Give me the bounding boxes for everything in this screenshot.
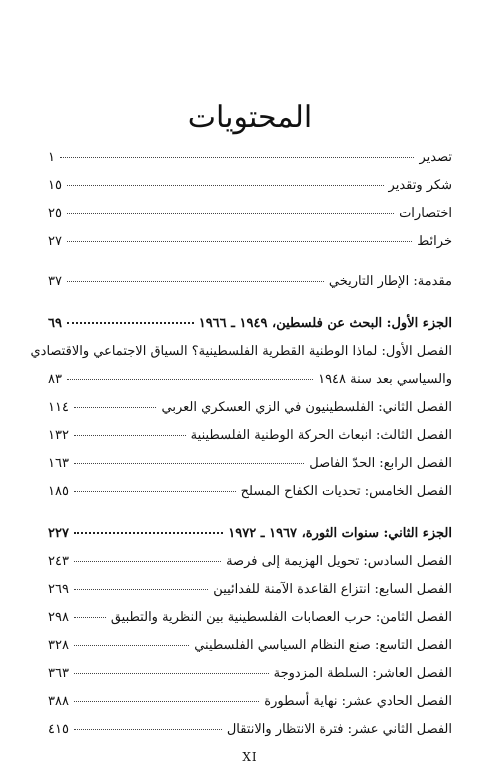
toc-chapter-10[interactable] [48,666,452,694]
dot-leader [67,185,384,186]
dot-leader [74,435,186,436]
toc-entry-label: الفصل الأول: لماذا الوطنية القطرية الفلسطينية؟ السياق الاجتماعي والاقتصادي [30,344,452,359]
toc-entry-page: ١٨٥ [48,484,69,499]
toc-entry-page: ٢٧ [48,234,62,249]
toc-entry-page: ٣٢٨ [48,638,69,653]
dot-leader [67,379,313,380]
dot-leader [67,281,324,282]
toc-chapter-2[interactable] [48,400,452,428]
toc-entry-page: ٣٦٣ [48,666,69,681]
toc-part-page: ٦٩ [48,316,62,331]
toc-entry-label: الفصل الثامن: حرب العصابات الفلسطينية بين النظرية والتطبيق [110,610,452,625]
page-number: XI [242,750,258,764]
toc-entry-label: الفصل الثالث: انبعاث الحركة الوطنية الفلسطينية [190,428,452,443]
dot-leader [74,729,222,730]
toc-entry-page: ٢٩٨ [48,610,69,625]
toc-entry-label: خرائط [417,234,452,249]
toc-chapter-5[interactable] [48,484,452,512]
toc-entry-label: الفصل الحادي عشر: نهاية أسطورة [264,694,452,709]
toc-entry-abbreviations[interactable] [48,206,452,234]
dot-leader [67,322,194,324]
toc-entry-acknowledgements[interactable] [48,178,452,206]
dot-leader [67,213,394,214]
toc-chapter-7[interactable] [48,582,452,610]
toc-part-label: الجزء الثاني: سنوات الثورة، ١٩٦٧ ـ ١٩٧٢ [228,526,452,541]
dot-leader [74,617,106,618]
toc-entry-label: الفصل السادس: تحويل الهزيمة إلى فرصة [226,554,452,569]
toc-entry-page: ٣٨٨ [48,694,69,709]
dot-leader [74,407,157,408]
spacer [48,302,452,316]
toc-entry-introduction[interactable] [48,274,452,302]
toc-entry-maps[interactable] [48,234,452,262]
dot-leader [74,561,221,562]
toc-entry-label: تصدير [419,150,452,165]
dot-leader [74,532,223,534]
toc-chapter-11[interactable] [48,694,452,722]
spacer [48,512,452,526]
dot-leader [74,491,236,492]
table-of-contents [30,150,452,750]
toc-entry-preface[interactable] [48,150,452,178]
toc-chapter-3[interactable] [48,428,452,456]
toc-entry-page: ٨٣ [48,372,62,387]
toc-entry-page: ١٣٢ [48,428,69,443]
dot-leader [60,157,415,158]
toc-entry-label: اختصارات [399,206,452,221]
toc-entry-page: ٢٦٩ [48,582,69,597]
toc-entry-page: ٤١٥ [48,722,69,737]
dot-leader [74,463,304,464]
page-title: المحتويات [187,100,313,135]
toc-entry-label-cont: والسياسي بعد سنة ١٩٤٨ [318,372,452,387]
toc-chapter-1-first-line[interactable] [30,344,452,372]
toc-chapter-6[interactable] [48,554,452,582]
toc-entry-label: الفصل التاسع: صنع النظام السياسي الفلسطيني [194,638,452,653]
toc-entry-page: ٢٥ [48,206,62,221]
toc-chapter-9[interactable] [48,638,452,666]
toc-chapter-4[interactable] [48,456,452,484]
toc-entry-page: ٣٧ [48,274,62,289]
dot-leader [74,645,189,646]
toc-part-page: ٢٢٧ [48,526,69,541]
spacer [48,262,452,274]
toc-entry-page: ١٥ [48,178,62,193]
toc-chapter-1[interactable] [48,372,452,400]
toc-entry-label: الفصل الثاني عشر: فترة الانتظار والانتقال [226,722,452,737]
toc-entry-label: الفصل الخامس: تحديات الكفاح المسلح [240,484,452,499]
toc-chapter-8[interactable] [48,610,452,638]
dot-leader [74,701,259,702]
toc-entry-label: الفصل الثاني: الفلسطينيون في الزي العسكري العربي [161,400,452,415]
toc-entry-page: ١١٤ [48,400,69,415]
toc-entry-label: الفصل العاشر: السلطة المزدوجة [273,666,452,681]
toc-entry-label: الفصل السابع: انتزاع القاعدة الآمنة للفدائيين [213,582,452,597]
toc-part-two[interactable] [48,526,452,554]
toc-part-one[interactable] [48,316,452,344]
toc-entry-page: ٢٤٣ [48,554,69,569]
dot-leader [74,673,269,674]
toc-entry-label: شكر وتقدير [388,178,452,193]
dot-leader [67,241,412,242]
toc-entry-label: مقدمة: الإطار التاريخي [328,274,452,289]
toc-chapter-12[interactable] [48,722,452,750]
toc-part-label: الجزء الأول: البحث عن فلسطين، ١٩٤٩ ـ ١٩٦٦ [198,316,452,331]
toc-entry-page: ١٦٣ [48,456,69,471]
toc-entry-page: ١ [48,150,55,165]
dot-leader [74,589,208,590]
toc-entry-label: الفصل الرابع: الحدّ الفاصل [309,456,452,471]
